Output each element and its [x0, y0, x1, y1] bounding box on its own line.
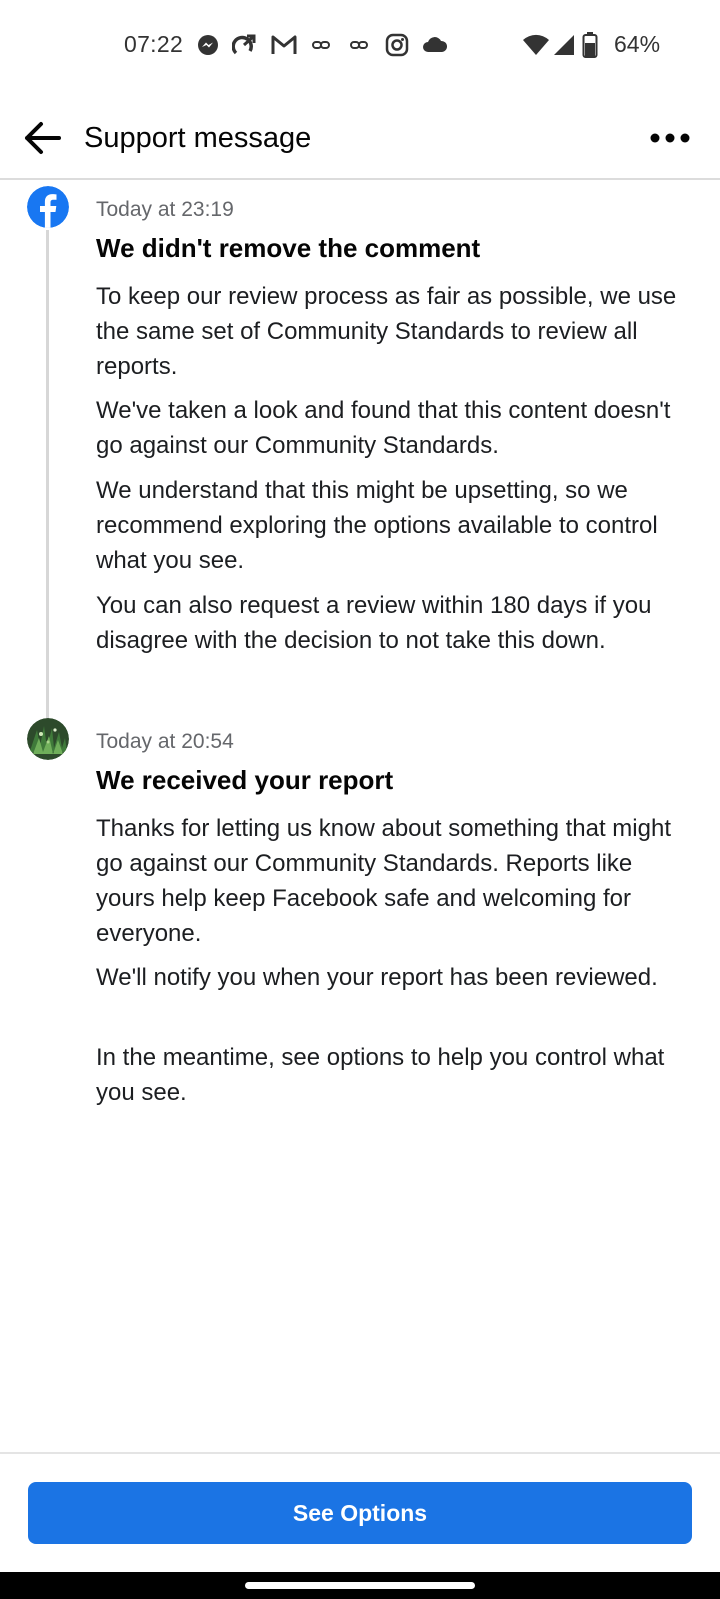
more-options-button[interactable]: [640, 114, 700, 162]
instagram-icon: [385, 33, 409, 57]
page-title: Support message: [84, 122, 312, 154]
battery-icon: [582, 32, 598, 58]
facebook-logo-icon: [27, 186, 69, 228]
message-paragraph: You can also request a review within 180 days if you disagree with the decision to not take this down.: [96, 592, 652, 654]
message-paragraph: We understand that this might be upsetting, so we recommend exploring the options available to control what you see.: [96, 477, 658, 574]
message-paragraph: Thanks for letting us know about something that might go against our Community Standards. Reports like yours help keep Facebook safe and welcoming for everyone.: [96, 815, 671, 947]
back-button[interactable]: [18, 114, 66, 162]
wifi-icon: [522, 33, 550, 57]
link-icon: [312, 33, 330, 57]
more-dots-icon: [650, 133, 690, 143]
missed-call-icon: [232, 33, 258, 57]
messenger-icon: [196, 33, 220, 57]
back-arrow-icon: [22, 120, 62, 156]
message-paragraph: In the meantime, see options to help you control what you see.: [96, 1044, 665, 1106]
timeline-line: [46, 230, 49, 723]
see-options-button[interactable]: See Options: [28, 1482, 692, 1544]
message-title: We received your report: [96, 765, 394, 795]
message-timestamp: Today at 23:19: [96, 198, 234, 221]
footer-divider: [0, 1452, 720, 1454]
user-avatar-image: [27, 718, 69, 760]
message-paragraph: We've taken a look and found that this content doesn't go against our Community Standards.: [96, 397, 671, 459]
cloud-icon: [422, 33, 448, 57]
message-timestamp: Today at 20:54: [96, 730, 234, 753]
signal-icon: [553, 33, 575, 57]
status-time: 07:22: [124, 31, 184, 57]
message-paragraph: To keep our review process as fair as possible, we use the same set of Community Standards to review all reports.: [96, 283, 677, 380]
status-bar: [0, 0, 720, 92]
message-paragraph: We'll notify you when your report has been reviewed.: [96, 964, 658, 991]
link-icon: [350, 33, 368, 57]
message-title: We didn't remove the comment: [96, 233, 481, 263]
navigation-bar: [0, 1572, 720, 1599]
gmail-icon: [270, 33, 298, 57]
home-indicator[interactable]: [245, 1582, 475, 1589]
user-avatar: [27, 718, 69, 760]
battery-percent: 64%: [614, 31, 661, 57]
app-header: [0, 100, 720, 180]
facebook-avatar: [27, 186, 69, 228]
